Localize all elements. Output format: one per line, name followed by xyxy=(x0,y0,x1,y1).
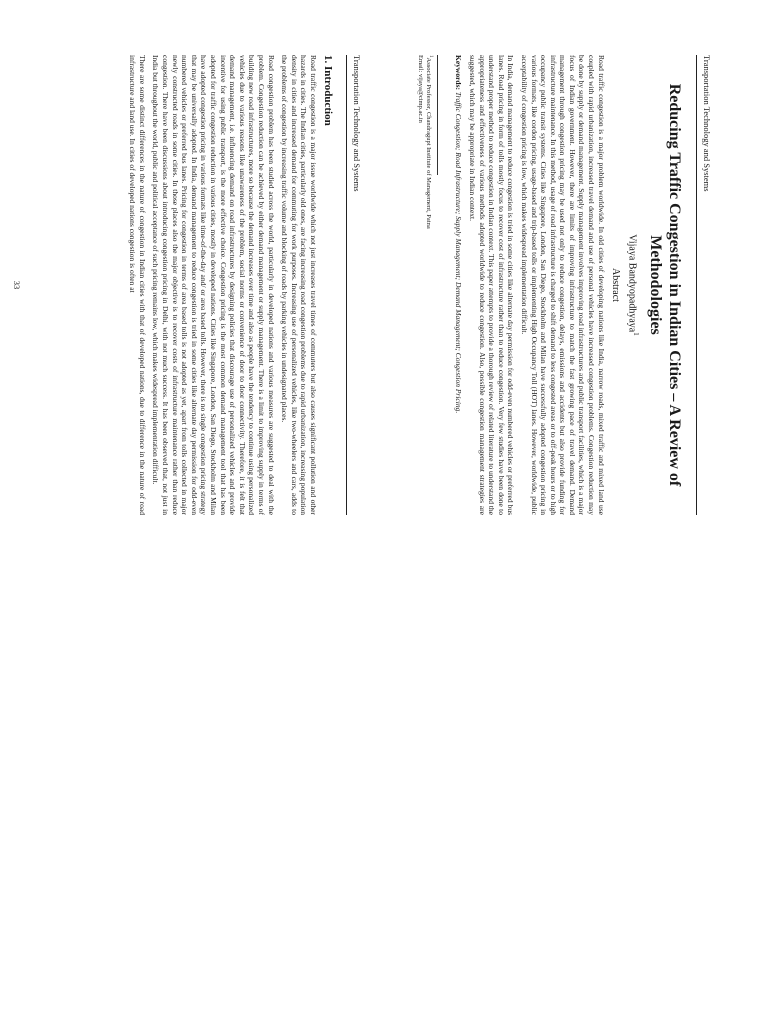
abstract-heading: Abstract xyxy=(609,268,621,302)
intro-paragraph-3: There are some distinct differences in the nature of congestion in Indian cities with that of developed nations, due to difference in the nature of road infrastructure and land use. In cities of developed nations congestion is often at xyxy=(128,55,147,515)
footnote-email: Email: vijaya@cimp.ac.in xyxy=(416,55,424,123)
footnote-affiliation: Associate Professor, Chandragupt Institute of Management, Patna xyxy=(424,57,432,229)
intro-paragraph-2: Road congestion problem has been studied across the world, particularly in developed nations and various measures are suggested to deal with the problem. Congestion reduction can be achieved by either demand management or supply management. There is a limit to improving supply in terms of building new road infrastructures, more so because the demand increases over time and also as people have the tendency to continue using personalized vehicles due to various reasons like unawareness of the problem, social norms or convenience of door to door connectivity. Therefore, it is felt that demand management, i.e. influencing demand on road infrastructures by designing policies that discourage use of personalized vehicles and provide incentive for using public transport, is the more effective choice. Congestion pricing is the most common demand management tool that has been adopted for traffic congestion reduction in various cities, mostly in developed nations. Cities like Singapore, London, San Diego, Stockholm and Milan have adopted congestion pricing in various formats like time-of-the-day and/ or area based tolls. However, there is no single congestion pricing strategy that may be universally adopted. In India, demand management to reduce congestion is tried in some cities like alternate day permission for odd-even numbered vehicles or preferred bus lanes. Pricing for congestion in terms of area based tolls is not adopted as yet, apart from tolls collected in major newly constructed roads in some cities. In those places also the major objective is to recover costs of infrastructure maintenance rather than reduce congestion. There have been discussions about introducing congestion pricing in Delhi, with not much success. It has been observed that, not just in India but throughout the world, public and political acceptance of such pricing remains low, which makes widespread implementation difficult. xyxy=(151,55,276,515)
page-34 xyxy=(124,55,362,515)
author-footnote-mark: 1 xyxy=(632,332,640,336)
abstract-paragraph-2: In India, demand management to reduce congestion is tried in some cities like alternate day permission for odd-even numbered vehicles or preferred bus lanes. Road pricing in form of tolls mostly focus to recover cost of infrastructure rather than to reduce congestion. Very few studies have been done to understand proper method to reduce congestion in Indian context. This paper attempts to provide a thorough review of related literature to understand the appropriateness and effectiveness of various methods adopted worldwide to reduce congestion. Also, possible congestion management strategies are suggested, which may be appropriate in Indian context. xyxy=(467,55,516,515)
keywords xyxy=(454,55,464,515)
running-head: Transportation Technology and Systems xyxy=(702,55,712,192)
paper-title: Reducing Traffic Congestion in Indian Cities – A Review of Methodologies xyxy=(647,83,683,487)
footnote-mark: 1 xyxy=(427,55,433,58)
running-head: Transportation Technology and Systems xyxy=(352,55,362,192)
keywords-text: Traffic Congestion; Road Infrastructure; Supply Management; Demand Management; Congestion Pricing. xyxy=(454,91,464,414)
keywords-label: Keywords: xyxy=(454,55,464,90)
author-name: Vijaya Bandyopadhyaya xyxy=(626,234,638,333)
footnote-rule xyxy=(437,55,438,175)
footnote xyxy=(416,55,434,515)
header-rule xyxy=(696,55,697,515)
header-rule xyxy=(346,55,347,515)
section-heading: 1. Introduction xyxy=(322,55,334,126)
abstract-paragraph-1: Road traffic congestion is a major problem worldwide. In old cities of developing nations like India, narrow roads, mixed traffic and mixed land use coupled with rapid urbanization, increased travel demand and use of personal vehicles have increased congestion problems. Congestion reduction may be done by supply or demand management. Supply management involves improving road infrastructures and public transport facilities, which is a major focus of Indian government. However, there are limits of improving infrastructure to match the fast growing pace of travel demand. Demand management through congestion pricing may be used not only to reduce congestion, delays, emissions and accidents but also provide funding for infrastructure maintenance. In this method, usage of road infrastructure is charged to shift demand to less congested areas or to off-peak hours or to high occupancy public transit systems. Cities like Singapore, London, San Diego, Stockholm and Milan have successfully adopted congestion pricing in various formats, like cordon pricing, usage-based and trip-based tolls or implementing High Occupancy Toll (HOT) lanes. However, worldwide, public acceptability of congestion pricing is low, which makes widespread implementation difficult. xyxy=(519,55,606,515)
author-line xyxy=(627,55,640,515)
intro-paragraph-1: Road traffic congestion is a major issue worldwide which not just increases travel times of commuters but also causes significant pollution and other hazards in cities. The Indian cities, particularly old ones, are facing increasing road congestion problems due to rapid urbanization, increasing population density in cities and increased demand for commuting for work purposes. Increasing use of personalized vehicles, like two-wheelers and cars, adds to the problems of congestion by increasing traffic volume and blocking of roads by parking vehicles in undesignated places. xyxy=(280,55,318,515)
page-number: 33 xyxy=(12,280,22,290)
